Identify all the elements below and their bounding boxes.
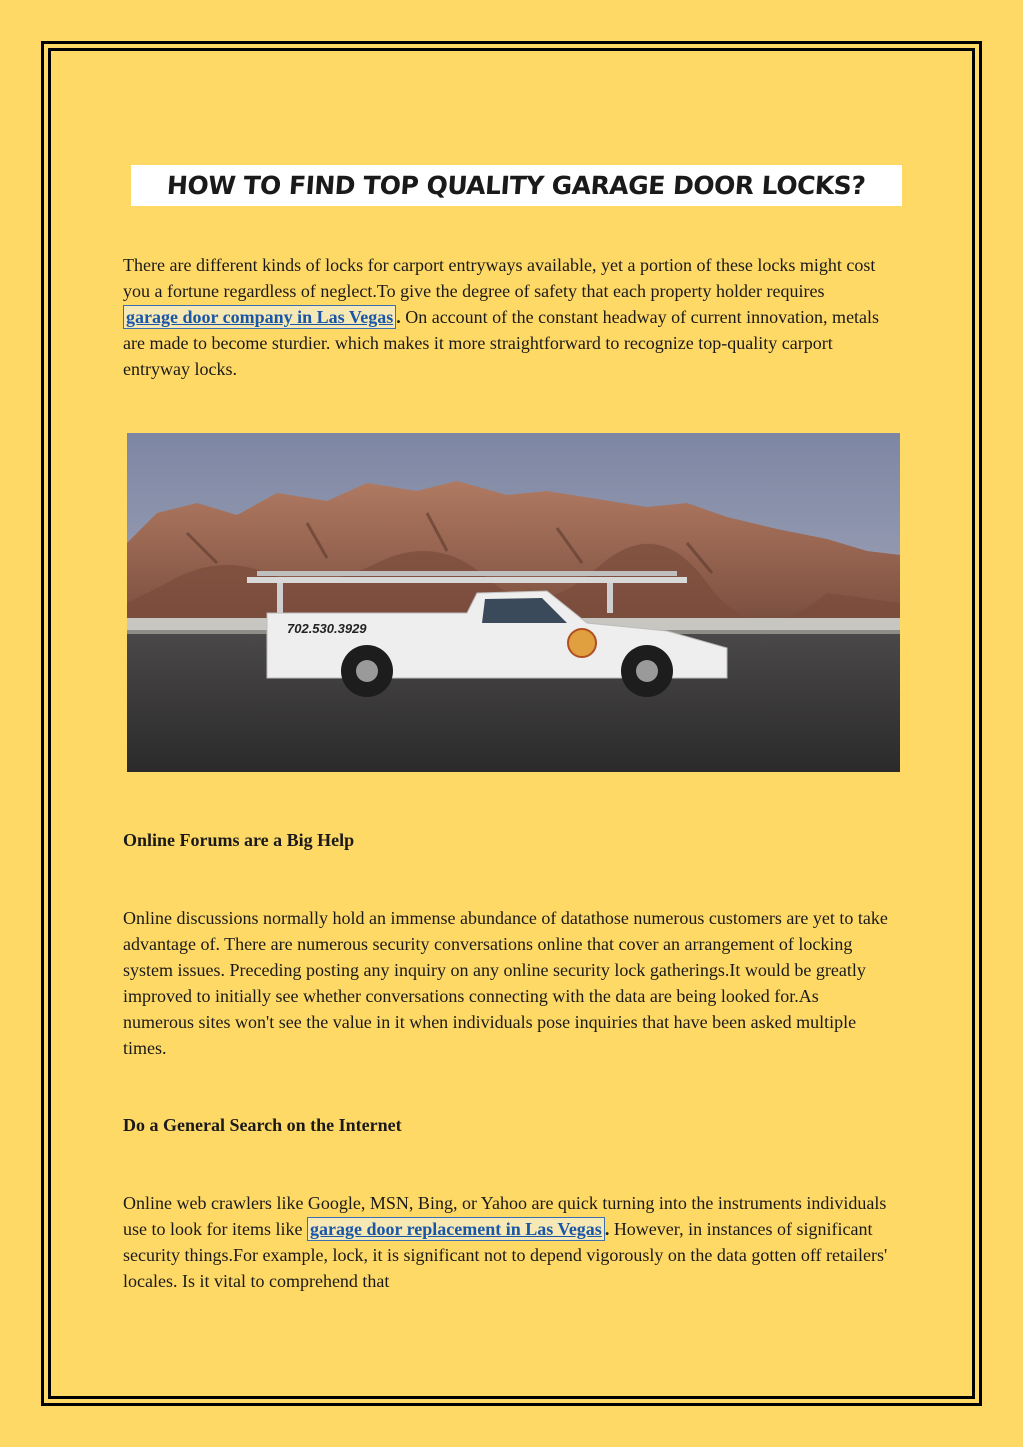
page-title: HOW TO FIND TOP QUALITY GARAGE DOOR LOCKS? <box>166 171 867 200</box>
section1-heading: Online Forums are a Big Help <box>123 830 355 850</box>
title-box <box>131 165 902 206</box>
section2-text-2: However, in instances of significant security things.For example, lock, it is significant not to depend vigorously on the data gotten off retailers' locales. Is it vital to comprehend that <box>123 1219 888 1291</box>
truck-phone-text: 702.530.3929 <box>287 621 367 636</box>
section2-heading: Do a General Search on the Internet <box>123 1115 402 1135</box>
intro-period: . <box>396 307 401 327</box>
intro-text-2: On account of the constant headway of current innovation, metals are made to become sturdier. which makes it more straightforward to recognize top-quality carport entryway locks. <box>123 307 880 379</box>
intro-text-1: There are different kinds of locks for carport entryways available, yet a portion of these locks might cost you a fortune regardless of neglect.To give the degree of safety that each property holder requires <box>123 255 876 301</box>
garage-door-company-link[interactable]: garage door company in Las Vegas <box>123 305 396 329</box>
section2-period: . <box>604 1219 610 1239</box>
garage-door-replacement-link[interactable]: garage door replacement in Las Vegas <box>307 1217 605 1241</box>
section2-text-1: Online web crawlers like Google, MSN, Bing, or Yahoo are quick turning into the instruments individuals use to look for items like <box>123 1193 887 1239</box>
truck-photo <box>127 433 900 772</box>
section2-body <box>123 1190 898 1294</box>
section1-body: Online discussions normally hold an immense abundance of datathose numerous customers are yet to take advantage of. There are numerous security conversations online that cover an arrangement of locking system issues. Preceding posting any inquiry on any online security lock gatherings.It would be greatly improved to initially see whether conversations connecting with the data are being looked for.As numerous sites won't see the value in it when individuals pose inquiries that have been asked multiple times. <box>123 908 888 1058</box>
intro-paragraph <box>123 252 901 382</box>
